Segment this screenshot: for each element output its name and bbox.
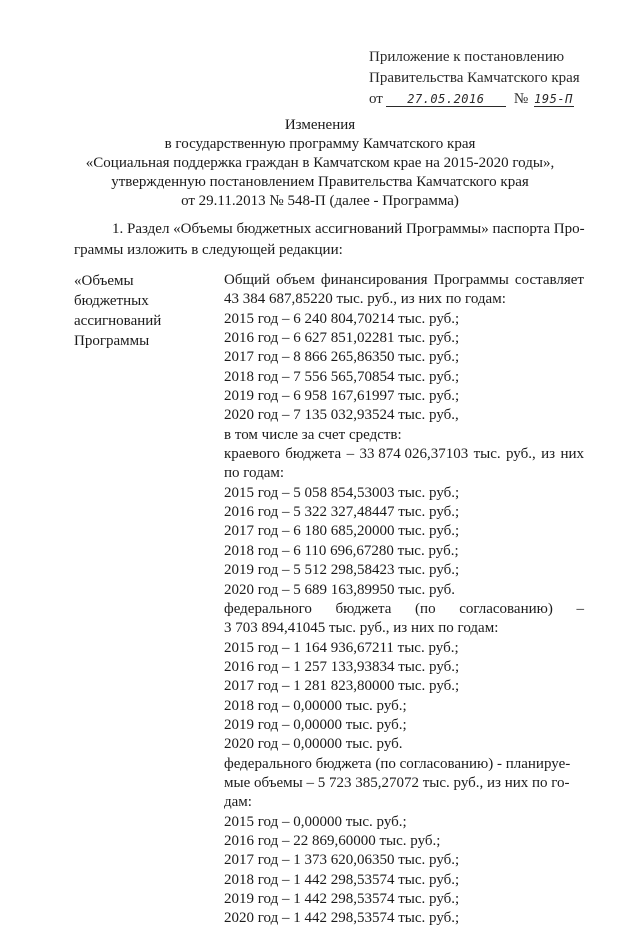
- total-years: [224, 310, 584, 426]
- word: из: [541, 446, 556, 463]
- year-line: 2015 год – 6 240 804,70214 тыс. руб.;: [224, 310, 460, 327]
- regional-years: [224, 484, 584, 600]
- including-label: в том числе за счет средств:: [224, 426, 402, 443]
- word: Общий: [224, 272, 271, 288]
- federal2-line-3: дам:: [224, 794, 252, 811]
- appendix-date-line: [369, 89, 619, 110]
- year-line: 2018 год – 6 110 696,67280 тыс. руб.;: [224, 542, 459, 559]
- federal1-value: 3 703 894,41045 тыс. руб., из них по годам:: [224, 620, 499, 637]
- regional-intro: [224, 445, 584, 464]
- title-line-3: «Социальная поддержка граждан в Камчатском крае на 2015-2020 годы»,: [85, 155, 555, 171]
- document-title: [60, 116, 580, 211]
- paragraph-line-2: граммы изложить в следующей редакции:: [74, 242, 343, 258]
- year-line: 2017 год – 1 373 620,06350 тыс. руб.;: [224, 852, 460, 869]
- year-line: 2016 год – 6 627 851,02281 тыс. руб.;: [224, 330, 460, 347]
- year-line: 2015 год – 0,00000 тыс. руб.;: [224, 813, 407, 830]
- year-line: 2018 год – 1 442 298,53574 тыс. руб.;: [224, 871, 460, 888]
- appendix-header: [369, 47, 619, 110]
- number-prefix: №: [513, 91, 529, 107]
- left-line-3: ассигнований: [74, 313, 162, 329]
- word: Программы: [433, 272, 509, 288]
- title-line-2: в государственную программу Камчатского края: [164, 136, 476, 152]
- left-line-1: «Объемы: [74, 273, 134, 289]
- date-prefix: от: [369, 91, 383, 107]
- word: 33 874 026,37103: [359, 446, 469, 463]
- total-value: 43 384 687,85220 тыс. руб., из них по годам:: [224, 291, 506, 308]
- table-right-column: [224, 271, 584, 929]
- left-line-4: Программы: [74, 333, 150, 349]
- word: объем: [276, 272, 315, 288]
- federal2-line-2: мые объемы – 5 723 385,27072 тыс. руб., из них по го-: [224, 774, 570, 791]
- number-value: 195-П: [534, 92, 573, 106]
- word: (по: [415, 600, 436, 617]
- appendix-line-2: Правительства Камчатского края: [369, 70, 580, 86]
- year-line: 2017 год – 6 180 685,20000 тыс. руб.;: [224, 523, 460, 540]
- word: –: [576, 600, 584, 617]
- word: финансирования: [320, 272, 428, 288]
- year-line: 2016 год – 1 257 133,93834 тыс. руб.;: [224, 658, 460, 675]
- word: краевого: [224, 446, 280, 463]
- total-intro: [224, 271, 584, 290]
- year-line: 2020 год – 5 689 163,89950 тыс. руб.: [224, 581, 456, 598]
- year-line: 2018 год – 0,00000 тыс. руб.;: [224, 697, 407, 714]
- left-line-2: бюджетных: [74, 293, 149, 309]
- year-line: 2015 год – 5 058 854,53003 тыс. руб.;: [224, 484, 460, 501]
- word: бюджета: [285, 446, 342, 463]
- intro-paragraph: [74, 219, 585, 261]
- appendix-line-1: Приложение к постановлению: [369, 49, 565, 65]
- word: бюджета: [335, 600, 392, 617]
- word: тыс.: [473, 446, 501, 463]
- year-line: 2020 год – 1 442 298,53574 тыс. руб.;: [224, 910, 460, 927]
- paragraph-line-1: 1. Раздел «Объемы бюджетных ассигнований Программы» паспорта Про-: [112, 221, 585, 237]
- federal1-intro: [224, 600, 584, 619]
- word: –: [346, 446, 355, 463]
- year-line: 2015 год – 1 164 936,67211 тыс. руб.;: [224, 639, 459, 656]
- year-line: 2018 год – 7 556 565,70854 тыс. руб.;: [224, 368, 460, 385]
- title-line-4: утвержденную постановлением Правительства Камчатского края: [111, 174, 529, 190]
- table-left-column: [74, 271, 214, 351]
- title-line-1: Изменения: [284, 117, 356, 133]
- budget-table: [74, 271, 589, 927]
- word: составляет: [514, 272, 584, 288]
- year-line: 2019 год – 6 958 167,61997 тыс. руб.;: [224, 388, 460, 405]
- year-line: 2016 год – 22 869,60000 тыс. руб.;: [224, 832, 441, 849]
- word: согласованию): [459, 600, 553, 617]
- year-line: 2017 год – 1 281 823,80000 тыс. руб.;: [224, 678, 460, 695]
- title-line-5: от 29.11.2013 № 548-П (далее - Программа): [181, 193, 459, 209]
- year-line: 2019 год – 1 442 298,53574 тыс. руб.;: [224, 891, 460, 907]
- federal2-line-1: федерального бюджета (по согласованию) - планируе-: [224, 755, 571, 772]
- word: федерального: [224, 600, 312, 617]
- federal2-years: [224, 813, 584, 929]
- regional-suffix: по годам:: [224, 465, 285, 482]
- year-line: 2019 год – 0,00000 тыс. руб.;: [224, 716, 407, 733]
- year-line: 2020 год – 7 135 032,93524 тыс. руб.,: [224, 407, 459, 424]
- year-line: 2017 год – 8 866 265,86350 тыс. руб.;: [224, 349, 460, 366]
- year-line: 2016 год – 5 322 327,48447 тыс. руб.;: [224, 504, 460, 521]
- date-value: 27.05.2016: [386, 92, 506, 107]
- year-line: 2020 год – 0,00000 тыс. руб.: [224, 736, 403, 753]
- year-line: 2019 год – 5 512 298,58423 тыс. руб.;: [224, 562, 460, 579]
- word: руб.,: [505, 446, 536, 463]
- federal1-years: [224, 639, 584, 755]
- word: них: [560, 446, 584, 463]
